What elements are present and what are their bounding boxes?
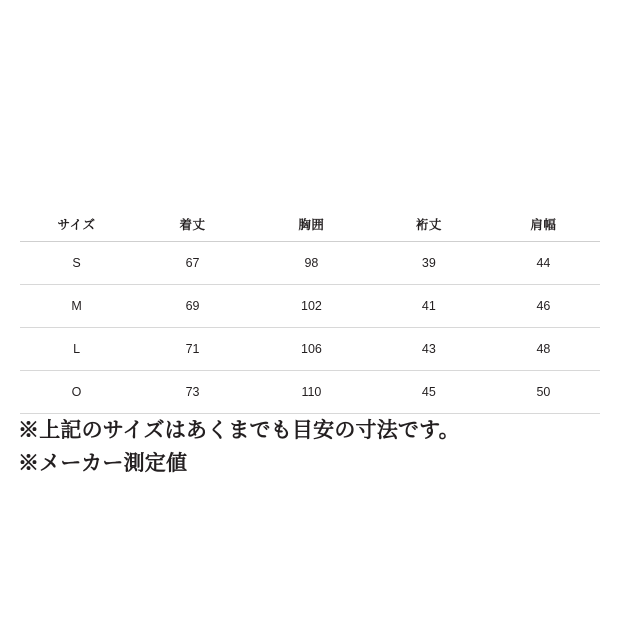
cell-chest: 106 <box>252 328 371 371</box>
column-header-shoulder: 肩幅 <box>487 207 600 242</box>
cell-length: 73 <box>133 371 252 414</box>
cell-sleeve: 39 <box>371 242 487 285</box>
cell-length: 71 <box>133 328 252 371</box>
column-header-size: サイズ <box>20 207 133 242</box>
size-table-container <box>20 207 600 414</box>
cell-sleeve: 43 <box>371 328 487 371</box>
cell-shoulder: 50 <box>487 371 600 414</box>
table-row <box>20 371 600 414</box>
cell-chest: 102 <box>252 285 371 328</box>
table-row <box>20 285 600 328</box>
size-table-body <box>20 242 600 414</box>
cell-size: M <box>20 285 133 328</box>
cell-size: S <box>20 242 133 285</box>
column-header-length: 着丈 <box>133 207 252 242</box>
cell-shoulder: 46 <box>487 285 600 328</box>
cell-size: O <box>20 371 133 414</box>
cell-length: 69 <box>133 285 252 328</box>
cell-shoulder: 44 <box>487 242 600 285</box>
size-table <box>20 207 600 414</box>
cell-size: L <box>20 328 133 371</box>
size-table-head <box>20 207 600 242</box>
column-header-sleeve: 裄丈 <box>371 207 487 242</box>
note-line-manufacturer-measurement: ※メーカー測定値 <box>18 452 188 475</box>
cell-sleeve: 41 <box>371 285 487 328</box>
table-row <box>20 242 600 285</box>
notes-block <box>18 414 602 480</box>
cell-sleeve: 45 <box>371 371 487 414</box>
cell-chest: 98 <box>252 242 371 285</box>
cell-chest: 110 <box>252 371 371 414</box>
table-header-row <box>20 207 600 242</box>
table-row <box>20 328 600 371</box>
note-line-approximate-sizes: ※上記のサイズはあくまでも目安の寸法です。 <box>18 419 460 442</box>
column-header-chest: 胸囲 <box>252 207 371 242</box>
cell-length: 67 <box>133 242 252 285</box>
cell-shoulder: 48 <box>487 328 600 371</box>
